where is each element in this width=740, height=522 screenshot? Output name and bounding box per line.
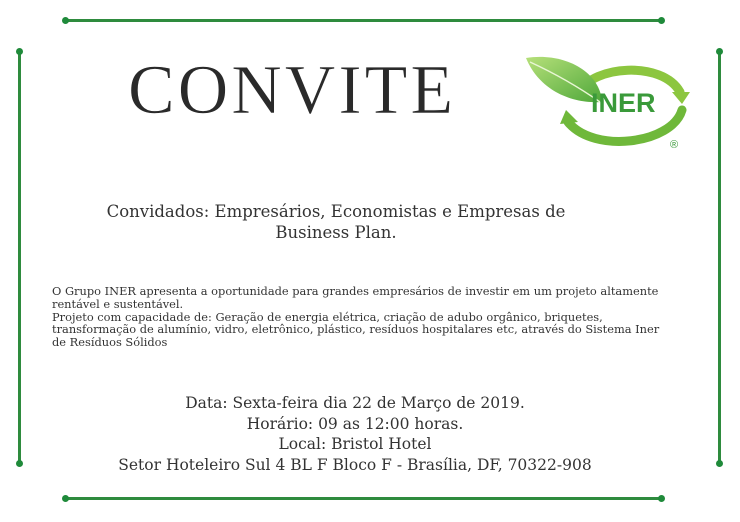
project-description: [52, 285, 692, 349]
guests-text-line: Convidados: Empresários, Economistas e Empresas de: [106, 202, 566, 221]
event-details: [70, 393, 640, 475]
guests-text-line: Business Plan.: [275, 223, 397, 242]
logo-text: INER: [591, 88, 656, 118]
frame-dot: [658, 17, 665, 24]
frame-right-line: [718, 52, 721, 465]
description-line: Projeto com capacidade de: Geração de energia elétrica, criação de adubo orgânico, briquetes,: [52, 309, 603, 324]
description-line: rentável e sustentável.: [52, 296, 184, 311]
frame-dot: [658, 495, 665, 502]
description-line: O Grupo INER apresenta a oportunidade para grandes empresários de investir em um projeto altamente: [52, 284, 659, 298]
registered-mark: ®: [670, 139, 679, 151]
frame-left-line: [18, 52, 21, 465]
frame-dot: [16, 48, 23, 55]
event-address: Setor Hoteleiro Sul 4 BL F Bloco F - Brasília, DF, 70322-908: [118, 455, 592, 474]
event-date: Data: Sexta-feira dia 22 de Março de 2019.: [185, 394, 525, 412]
invitation-title: CONVITE: [128, 52, 457, 129]
guests-line: [96, 201, 576, 243]
frame-dot: [62, 17, 69, 24]
frame-dot: [716, 48, 723, 55]
frame-dot: [16, 460, 23, 467]
frame-bottom-line: [66, 497, 663, 500]
frame-dot: [716, 460, 723, 467]
description-line: transformação de alumínio, vidro, eletrônico, plástico, resíduos hospitalares etc, através do Sistema Iner: [52, 322, 660, 337]
iner-logo: [522, 52, 692, 156]
event-place: Local: Bristol Hotel: [278, 435, 432, 453]
event-time: Horário: 09 as 12:00 horas.: [246, 414, 464, 433]
description-line: de Resíduos Sólidos: [52, 335, 168, 350]
frame-top-line: [66, 19, 663, 22]
frame-dot: [62, 495, 69, 502]
